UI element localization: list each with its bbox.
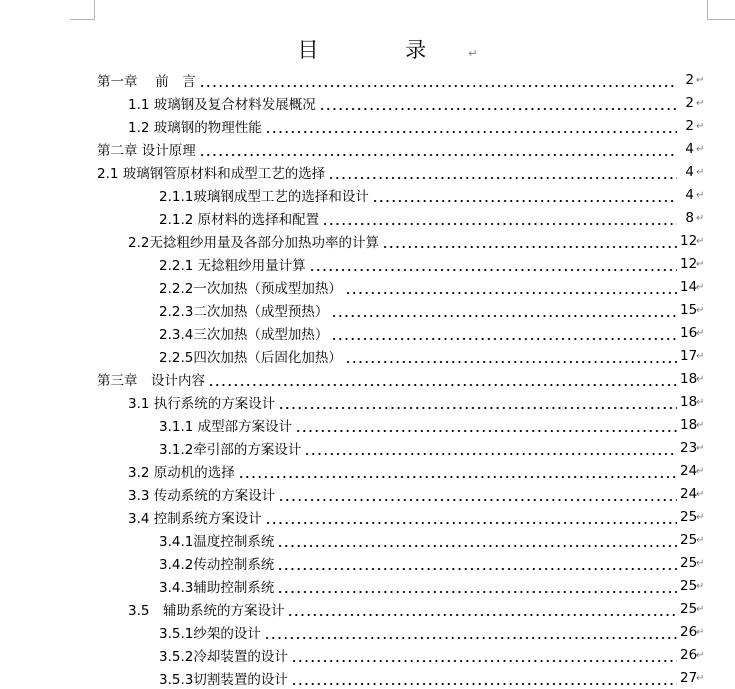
page-corner-mark-top-left xyxy=(70,0,95,20)
toc-entry[interactable] xyxy=(97,69,708,91)
toc-entry[interactable] xyxy=(159,644,708,666)
toc-leader-dots xyxy=(277,532,677,548)
toc-entry-label: 3.5 辅助系统的方案设计 xyxy=(128,603,285,619)
toc-entry-label: 2.2.3二次加热（成型预热） xyxy=(159,304,329,320)
toc-leader-dots xyxy=(277,555,677,571)
toc-entry[interactable] xyxy=(159,575,708,597)
toc-entry-page: 15 xyxy=(680,302,698,318)
toc-entry-page: 2 xyxy=(685,118,694,134)
toc-entry[interactable] xyxy=(128,506,708,528)
paragraph-mark-icon: ↵ xyxy=(696,442,705,454)
toc-entry[interactable] xyxy=(128,92,708,114)
toc-entry-label: 第三章 设计内容 xyxy=(97,373,205,389)
toc-leader-dots xyxy=(278,486,677,502)
toc-entry-page: 16 xyxy=(680,325,698,341)
toc-entry-label: 2.2无捻粗纱用量及各部分加热功率的计算 xyxy=(128,235,379,251)
toc-leader-dots xyxy=(277,578,677,594)
toc-entry-page: 27 xyxy=(680,670,698,686)
paragraph-mark-icon: ↵ xyxy=(696,649,705,661)
paragraph-mark-icon: ↵ xyxy=(696,580,705,592)
toc-leader-dots xyxy=(331,325,677,341)
toc-entry-label: 2.2.5四次加热（后固化加热） xyxy=(159,350,342,366)
toc-entry-label: 2.1.1玻璃钢成型工艺的选择和设计 xyxy=(159,189,369,205)
toc-entry[interactable] xyxy=(159,322,708,344)
toc-entry-label: 1.1 玻璃钢及复合材料发展概况 xyxy=(128,97,316,113)
toc-entry[interactable] xyxy=(128,115,708,137)
toc-entry[interactable] xyxy=(97,161,708,183)
toc-leader-dots xyxy=(278,394,677,410)
page-corner-mark-top-right xyxy=(707,0,735,20)
toc-entry[interactable] xyxy=(159,437,708,459)
toc-entry-label: 2.1.2 原材料的选择和配置 xyxy=(159,212,320,228)
toc-leader-dots xyxy=(328,164,677,180)
paragraph-mark-icon: ↵ xyxy=(696,488,705,500)
paragraph-mark-icon: ↵ xyxy=(696,672,705,684)
toc-entry-label: 3.1.1 成型部方案设计 xyxy=(159,419,293,435)
toc-entry-label: 3.5.1纱架的设计 xyxy=(159,626,261,642)
paragraph-mark-icon: ↵ xyxy=(696,327,705,339)
paragraph-mark-icon: ↵ xyxy=(696,304,705,316)
toc-entry-page: 18 xyxy=(680,371,698,387)
toc-leader-dots xyxy=(199,72,677,88)
paragraph-mark-icon: ↵ xyxy=(696,557,705,569)
toc-entry[interactable] xyxy=(97,368,708,390)
paragraph-mark-icon: ↵ xyxy=(696,350,705,362)
toc-leader-dots xyxy=(345,279,677,295)
toc-entry-label: 3.4.3辅助控制系统 xyxy=(159,580,275,596)
toc-entry[interactable] xyxy=(159,207,708,229)
toc-entry[interactable] xyxy=(159,529,708,551)
toc-title xyxy=(0,34,735,64)
toc-entry[interactable] xyxy=(159,253,708,275)
toc-entry-label: 3.4.2传动控制系统 xyxy=(159,557,275,573)
toc-leader-dots xyxy=(309,256,677,272)
toc-entry-label: 3.4.1温度控制系统 xyxy=(159,534,275,550)
toc-entry-label: 3.1 执行系统的方案设计 xyxy=(128,396,276,412)
toc-leader-dots xyxy=(319,95,677,111)
toc-entry[interactable] xyxy=(128,230,708,252)
toc-entry-page: 2 xyxy=(685,72,694,88)
toc-leader-dots xyxy=(304,440,677,456)
toc-entry[interactable] xyxy=(159,345,708,367)
toc-leader-dots xyxy=(291,670,677,686)
paragraph-mark-icon: ↵ xyxy=(696,74,705,86)
toc-entry-page: 25 xyxy=(680,601,698,617)
toc-entry-page: 18 xyxy=(680,417,698,433)
toc-entry-page: 12 xyxy=(680,233,698,249)
toc-entry-label: 1.2 玻璃钢的物理性能 xyxy=(128,120,262,136)
toc-leader-dots xyxy=(382,233,677,249)
toc-entry[interactable] xyxy=(128,391,708,413)
toc-leader-dots xyxy=(295,417,677,433)
toc-entry-page: 24 xyxy=(680,486,698,502)
toc-leader-dots xyxy=(345,348,677,364)
toc-entry-label: 2.1 玻璃钢管原材料和成型工艺的选择 xyxy=(97,166,326,182)
toc-leader-dots xyxy=(372,187,677,203)
toc-entry[interactable] xyxy=(159,276,708,298)
paragraph-mark-icon: ↵ xyxy=(696,603,705,615)
paragraph-mark-icon: ↵ xyxy=(696,419,705,431)
paragraph-mark-icon: ↵ xyxy=(696,534,705,546)
toc-leader-dots xyxy=(264,624,677,640)
toc-entry-label: 3.5.2冷却装置的设计 xyxy=(159,649,288,665)
toc-entry-page: 2 xyxy=(685,95,694,111)
paragraph-mark-icon: ↵ xyxy=(696,373,705,385)
toc-entry-page: 25 xyxy=(680,555,698,571)
toc-leader-dots xyxy=(322,210,677,226)
toc-entry-page: 4 xyxy=(685,141,694,157)
paragraph-mark-icon: ↵ xyxy=(696,465,705,477)
toc-entry-label: 2.2.1 无捻粗纱用量计算 xyxy=(159,258,306,274)
toc-leader-dots xyxy=(208,371,677,387)
toc-entry-label: 第一章 前 言 xyxy=(97,74,196,90)
toc-entry-label: 3.2 原动机的选择 xyxy=(128,465,235,481)
paragraph-mark-icon: ↵ xyxy=(696,143,705,155)
toc-leader-dots xyxy=(238,463,677,479)
paragraph-mark-icon: ↵ xyxy=(696,281,705,293)
paragraph-mark-icon: ↵ xyxy=(696,511,705,523)
paragraph-mark-icon: ↵ xyxy=(696,235,705,247)
toc-entry-page: 23 xyxy=(680,440,698,456)
toc-entry-label: 3.3 传动系统的方案设计 xyxy=(128,488,276,504)
toc-entry-page: 25 xyxy=(680,578,698,594)
toc-entry-page: 4 xyxy=(685,164,694,180)
toc-leader-dots xyxy=(291,647,677,663)
toc-entry[interactable] xyxy=(128,598,708,620)
paragraph-mark-icon: ↵ xyxy=(696,258,705,270)
toc-entry[interactable] xyxy=(159,552,708,574)
toc-leader-dots xyxy=(199,141,677,157)
toc-leader-dots xyxy=(265,509,677,525)
paragraph-mark-icon: ↵ xyxy=(696,189,705,201)
toc-leader-dots xyxy=(265,118,677,134)
paragraph-mark-icon: ↵ xyxy=(696,396,705,408)
toc-entry-page: 24 xyxy=(680,463,698,479)
toc-entry[interactable] xyxy=(128,483,708,505)
toc-entry-page: 4 xyxy=(685,187,694,203)
toc-entry-label: 第二章 设计原理 xyxy=(97,143,196,159)
paragraph-mark-icon: ↵ xyxy=(696,626,705,638)
toc-entry[interactable] xyxy=(159,414,708,436)
paragraph-mark-icon: ↵ xyxy=(468,47,478,60)
toc-entry[interactable] xyxy=(128,460,708,482)
toc-title-text: 目 录 xyxy=(297,38,467,62)
paragraph-mark-icon: ↵ xyxy=(696,120,705,132)
toc-entry-page: 12 xyxy=(680,256,698,272)
toc-entry-page: 25 xyxy=(680,509,698,525)
toc-entry[interactable] xyxy=(159,184,708,206)
toc-entry-page: 14 xyxy=(680,279,698,295)
toc-entry-label: 3.5.3切割装置的设计 xyxy=(159,672,288,688)
paragraph-mark-icon: ↵ xyxy=(696,166,705,178)
toc-entry-page: 26 xyxy=(680,647,698,663)
toc-entry-label: 3.4 控制系统方案设计 xyxy=(128,511,262,527)
toc-entry-page: 17 xyxy=(680,348,698,364)
toc-entry-label: 2.3.4三次加热（成型加热） xyxy=(159,327,329,343)
toc-entry-page: 8 xyxy=(685,210,694,226)
paragraph-mark-icon: ↵ xyxy=(696,97,705,109)
toc-leader-dots xyxy=(287,601,677,617)
toc-entry-page: 18 xyxy=(680,394,698,410)
toc-entry[interactable] xyxy=(159,621,708,643)
paragraph-mark-icon: ↵ xyxy=(696,212,705,224)
toc-entry-page: 25 xyxy=(680,532,698,548)
toc-entry[interactable] xyxy=(97,138,708,160)
toc-leader-dots xyxy=(331,302,677,318)
toc-entry-label: 3.1.2牵引部的方案设计 xyxy=(159,442,302,458)
toc-entry[interactable] xyxy=(159,299,708,321)
toc-entry-page: 26 xyxy=(680,624,698,640)
toc-entry-label: 2.2.2一次加热（预成型加热） xyxy=(159,281,342,297)
